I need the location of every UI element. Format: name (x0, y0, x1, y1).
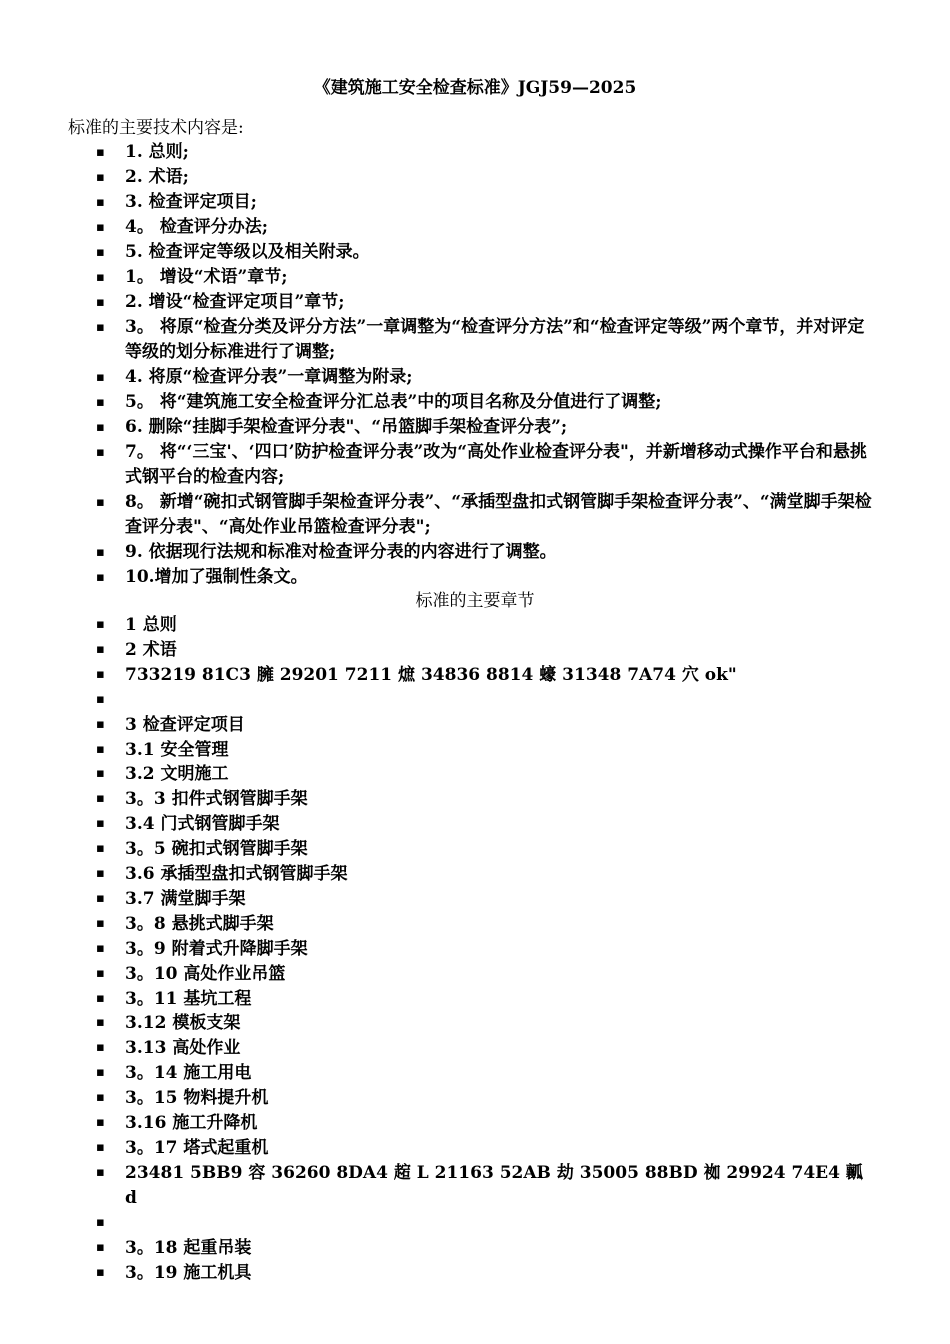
technical-content-list (0, 140, 950, 590)
intro-text: 标准的主要技术内容是: (68, 118, 244, 138)
technical-item-text: 1。 增设“术语”章节; (125, 267, 288, 287)
technical-item (0, 215, 950, 240)
chapter-item-text: 3。11 基坑工程 (125, 988, 252, 1009)
document-title: 《建筑施工安全检查标准》JGJ59—2025 (313, 78, 637, 98)
chapter-item (0, 962, 950, 987)
chapter-item-text: 23481 5BB9 容 36260 8DA4 趤 L 21163 52AB 劫 35005 88BD 袽 29924 74E4 瓤 d (125, 1162, 863, 1208)
chapter-item (0, 1011, 950, 1036)
bullet-icon: ▪ (96, 641, 105, 657)
chapter-item (0, 1086, 950, 1111)
technical-item-text: 10.增加了强制性条文。 (125, 567, 308, 587)
bullet-icon: ▪ (96, 940, 105, 956)
bullet-icon: ▪ (96, 220, 105, 235)
chapter-item (0, 1036, 950, 1061)
technical-item (0, 490, 950, 540)
chapter-item (0, 937, 950, 962)
bullet-icon: ▪ (96, 1090, 105, 1106)
bullet-icon: ▪ (96, 545, 105, 560)
bullet-icon: ▪ (96, 295, 105, 310)
bullet-icon: ▪ (96, 1140, 105, 1156)
bullet-icon: ▪ (96, 170, 105, 185)
chapter-item-text: 3 检查评定项目 (125, 714, 245, 735)
technical-item (0, 540, 950, 565)
bullet-icon: ▪ (96, 270, 105, 285)
technical-item-text: 2. 增设“检查评定项目”章节; (125, 292, 345, 312)
bullet-icon: ▪ (96, 1214, 105, 1230)
bullet-icon: ▪ (96, 445, 105, 460)
bullet-icon: ▪ (96, 617, 105, 632)
chapter-item-text: 3.13 高处作业 (125, 1038, 241, 1059)
chapter-item-text: 3。5 碗扣式钢管脚手架 (125, 839, 308, 860)
chapter-item (0, 613, 950, 638)
chapter-item (0, 1211, 950, 1236)
chapter-item-text: 3。19 施工机具 (125, 1262, 252, 1283)
chapter-item (0, 837, 950, 862)
chapter-item-text: 3.12 模板支架 (125, 1013, 241, 1034)
technical-item-text: 1. 总则; (125, 142, 189, 162)
bullet-icon: ▪ (96, 791, 105, 807)
chapter-item-text: 3.16 施工升降机 (125, 1113, 258, 1134)
bullet-icon: ▪ (96, 370, 105, 385)
chapter-item (0, 663, 950, 688)
bullet-icon: ▪ (96, 890, 105, 906)
bullet-icon: ▪ (96, 1264, 105, 1280)
technical-item-text: 8。 新增“碗扣式钢管脚手架检查评分表”、“承插型盘扣式钢管脚手架检查评分表”、“满堂脚手架检查评分表"、“高处作业吊篮检查评分表"; (125, 492, 872, 537)
technical-item-text: 9. 依据现行法规和标准对检查评分表的内容进行了调整。 (125, 542, 557, 562)
technical-item-text: 5. 检查评定等级以及相关附录。 (125, 242, 370, 262)
bullet-icon: ▪ (96, 1115, 105, 1131)
bullet-icon: ▪ (96, 420, 105, 435)
chapter-item-text: 3。3 扣件式钢管脚手架 (125, 789, 308, 810)
bullet-icon: ▪ (96, 1164, 105, 1180)
chapter-item-text: 3。15 物料提升机 (125, 1088, 269, 1109)
chapter-item (0, 713, 950, 738)
chapter-item-text: 3。9 附着式升降脚手架 (125, 938, 308, 959)
bullet-icon: ▪ (96, 320, 105, 335)
chapter-item (0, 787, 950, 812)
chapter-item (0, 887, 950, 912)
bullet-icon: ▪ (96, 915, 105, 931)
bullet-icon: ▪ (96, 990, 105, 1006)
chapter-item (0, 1136, 950, 1161)
chapter-item (0, 762, 950, 787)
chapter-item (0, 1161, 950, 1211)
chapter-item (0, 812, 950, 837)
chapter-item-text: 3.4 门式钢管脚手架 (125, 814, 280, 835)
bullet-icon: ▪ (96, 1040, 105, 1056)
technical-item-text: 2. 术语; (125, 167, 189, 187)
technical-item (0, 165, 950, 190)
technical-item-text: 6. 删除“挂脚手架检查评分表"、“吊篮脚手架检查评分表”; (125, 417, 568, 437)
technical-item (0, 240, 950, 265)
chapter-item-text: 1 总则 (125, 615, 177, 635)
chapter-item-text: 3.7 满堂脚手架 (125, 888, 246, 909)
chapter-item-text: 733219 81C3 臃 29201 7211 熫 34836 8814 蠔 31348 7A74 穴 ok" (125, 664, 737, 685)
chapter-item (0, 912, 950, 937)
chapter-item (0, 862, 950, 887)
bullet-icon: ▪ (96, 395, 105, 410)
bullet-icon: ▪ (96, 691, 105, 707)
bullet-icon: ▪ (96, 495, 105, 510)
chapter-item-text: 2 术语 (125, 639, 177, 660)
bullet-icon: ▪ (96, 666, 105, 682)
chapter-item-text: 3.6 承插型盘扣式钢管脚手架 (125, 864, 348, 885)
bullet-icon: ▪ (96, 741, 105, 757)
technical-item (0, 190, 950, 215)
bullet-icon: ▪ (96, 841, 105, 857)
technical-item-text: 3. 检查评定项目; (125, 192, 257, 212)
technical-item (0, 140, 950, 165)
chapter-item (0, 1111, 950, 1136)
chapter-item (0, 688, 950, 713)
bullet-icon: ▪ (96, 195, 105, 210)
technical-item (0, 565, 950, 590)
bullet-icon: ▪ (96, 716, 105, 732)
chapter-item (0, 738, 950, 763)
technical-item-text: 7。 将“‘三宝'、‘四口’防护检查评分表”改为“高处作业检查评分表"，并新增移动式操作平台和悬挑式钢平台的检查内容; (125, 442, 867, 487)
chapter-item-text: 3。10 高处作业吊篮 (125, 963, 286, 984)
bullet-icon: ▪ (96, 866, 105, 882)
technical-item-text: 4. 将原“检查评分表”一章调整为附录; (125, 367, 413, 387)
chapter-item-text: 3。18 起重吊装 (125, 1237, 252, 1258)
bullet-icon: ▪ (96, 1065, 105, 1081)
technical-item-text: 5。 将“建筑施工安全检查评分汇总表”中的项目名称及分值进行了调整; (125, 392, 662, 412)
bullet-icon: ▪ (96, 245, 105, 260)
bullet-icon: ▪ (96, 816, 105, 832)
technical-item-text: 4。 检查评分办法; (125, 217, 269, 237)
chapter-item-text: 3。14 施工用电 (125, 1063, 252, 1084)
chapter-item-text: 3.2 文明施工 (125, 764, 229, 785)
bullet-icon: ▪ (96, 570, 105, 585)
bullet-icon: ▪ (96, 145, 105, 160)
chapter-item (0, 1261, 950, 1286)
chapters-heading: 标准的主要章节 (415, 591, 535, 611)
bullet-icon: ▪ (96, 766, 105, 782)
bullet-icon: ▪ (96, 965, 105, 981)
chapter-item-text: 3。17 塔式起重机 (125, 1138, 269, 1159)
chapter-item (0, 638, 950, 663)
chapter-item (0, 1236, 950, 1261)
technical-item (0, 415, 950, 440)
bullet-icon: ▪ (96, 1015, 105, 1031)
bullet-icon: ▪ (96, 1239, 105, 1255)
technical-item (0, 315, 950, 365)
technical-item (0, 390, 950, 415)
chapter-item-text: 3。8 悬挑式脚手架 (125, 913, 274, 934)
chapter-item (0, 987, 950, 1012)
technical-item (0, 265, 950, 290)
chapter-list (0, 613, 950, 1285)
technical-item-text: 3。 将原“检查分类及评分方法”一章调整为“检查评分方法”和“检查评定等级”两个章节，并对评定等级的划分标准进行了调整; (125, 317, 865, 362)
technical-item (0, 365, 950, 390)
technical-item (0, 440, 950, 490)
chapter-item (0, 1061, 950, 1086)
chapter-item-text: 3.1 安全管理 (125, 739, 229, 760)
technical-item (0, 290, 950, 315)
